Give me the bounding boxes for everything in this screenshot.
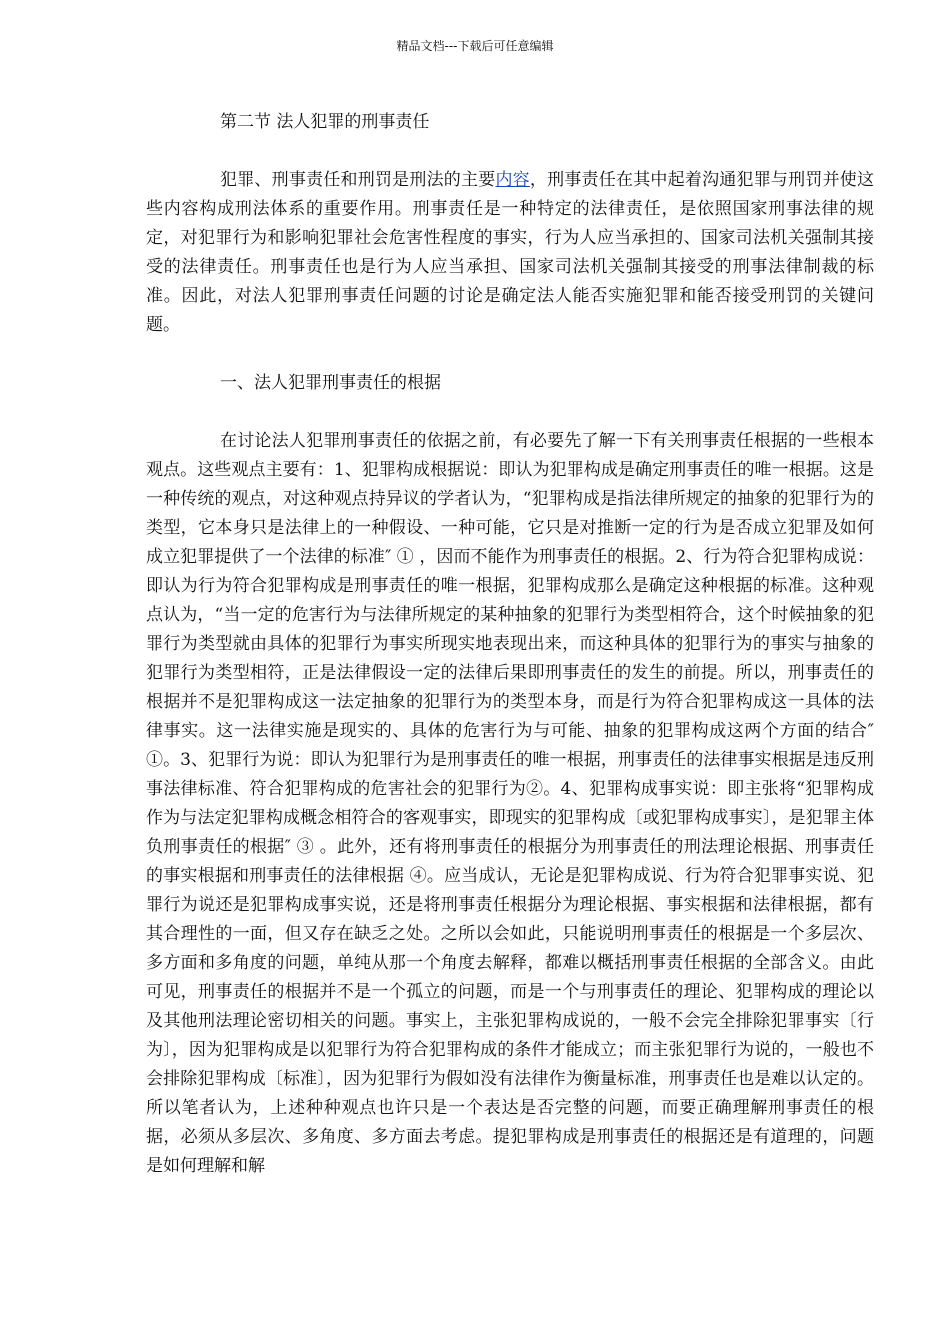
section-title: 第二节 法人犯罪的刑事责任 bbox=[220, 112, 430, 132]
spacer bbox=[146, 340, 874, 369]
spacer bbox=[146, 137, 874, 166]
paragraph-basis: 在讨论法人犯罪刑事责任的依据之前，有必要先了解一下有关刑事责任根据的一些根本观点。这些观点主要有：1、犯罪构成根据说：即认为犯罪构成是确定刑事责任的唯一根据。这是一种传统的观点，对这种观点持异议的学者认为，“犯罪构成是指法律所规定的抽象的犯罪行为的类型，它本身只是法律上的一种假设、一种可能，它只是对推断一定的行为是否成立犯罪及如何成立犯罪提供了一个法律的标准″ ① ，因而不能作为刑事责任的根据。2、行为符合犯罪构成说：即认为行为符合犯罪构成是刑事责任的唯一根据，犯罪构成那么是确定这种根据的标准。这种观点认为，“当一定的危害行为与法律所规定的某种抽象的犯罪行为类型相符合，这个时候抽象的犯罪行为类型就由具体的犯罪行为事实所现实地表现出来，而这种具体的犯罪行为的事实与抽象的犯罪行为类型相符，正是法律假设一定的法律后果即刑事责任的发生的前提。所以，刑事责任的根据并不是犯罪构成这一法定抽象的犯罪行为的类型本身，而是行为符合犯罪构成这一具体的法律事实。这一法律实施是现实的、具体的危害行为与可能、抽象的犯罪构成这两个方面的结合″ ①。3、犯罪行为说：即认为犯罪行为是刑事责任的唯一根据，刑事责任的法律事实根据是违反刑事法律标准、符合犯罪构成的危害社会的犯罪行为②。4、犯罪构成事实说：即主张将“犯罪构成作为与法定犯罪构成概念相符合的客观事实，即现实的犯罪构成〔或犯罪构成事实〕，是犯罪主体负刑事责任的根据″ ③ 。此外，还有将刑事责任的根据分为刑事责任的刑法理论根据、刑事责任的事实根据和刑事责任的法律根据 ④。应当成认，无论是犯罪构成说、行为符合犯罪事实说、犯罪行为说还是犯罪构成事实说，还是将刑事责任根据分为理论根据、事实根据和法律根据，都有其合理性的一面，但又存在缺乏之处。之所以会如此，只能说明刑事责任的根据是一个多层次、多方面和多角度的问题，单纯从那一个角度去解释，都难以概括刑事责任根据的全部含义。由此可见，刑事责任的根据并不是一个孤立的问题，而是一个与刑事责任的理论、犯罪构成的理论以及其他刑法理论密切相关的问题。事实上，主张犯罪构成说的，一般不会完全排除犯罪事实〔行为〕，因为犯罪构成是以犯罪行为符合犯罪构成的条件才能成立；而主张犯罪行为说的，一般也不会排除犯罪构成〔标准〕，因为犯罪行为假如没有法律作为衡量标准，刑事责任也是难以认定的。所以笔者认为，上述种种观点也许只是一个表达是否完整的问题，而要正确理解刑事责任的根据，必须从多层次、多角度、多方面去考虑。提犯罪构成是刑事责任的根据还是有道理的，问题是如何理解和解 bbox=[146, 431, 874, 1176]
spacer bbox=[146, 398, 874, 427]
document-body bbox=[146, 108, 874, 1181]
subheading-basis: 一、法人犯罪刑事责任的根据 bbox=[220, 373, 441, 393]
paragraph-intro bbox=[146, 166, 874, 340]
page-header: 精品文档---下载后可任意编辑 bbox=[396, 39, 554, 53]
paragraph-intro-text-end: ，刑事责任在其中起着沟通犯罪与刑罚并使这些内容构成刑法体系的重要作用。刑事责任是一种特定的法律责任，是依照国家刑事法律的规定，对犯罪行为和影响犯罪社会危害性程度的事实，行为人应当承担的、国家司法机关强制其接受的法律责任。刑事责任也是行为人应当承担、国家司法机关强制其接受的刑事法律制裁的标准。因此，对法人犯罪刑事责任问题的讨论是确定法人能否实施犯罪和能否接受刑罚的关键问题。 bbox=[146, 170, 875, 335]
paragraph-intro-text-start: 犯罪、刑事责任和刑罚是刑法的主要 bbox=[220, 170, 496, 190]
content-link[interactable]: 内容 bbox=[495, 170, 530, 190]
